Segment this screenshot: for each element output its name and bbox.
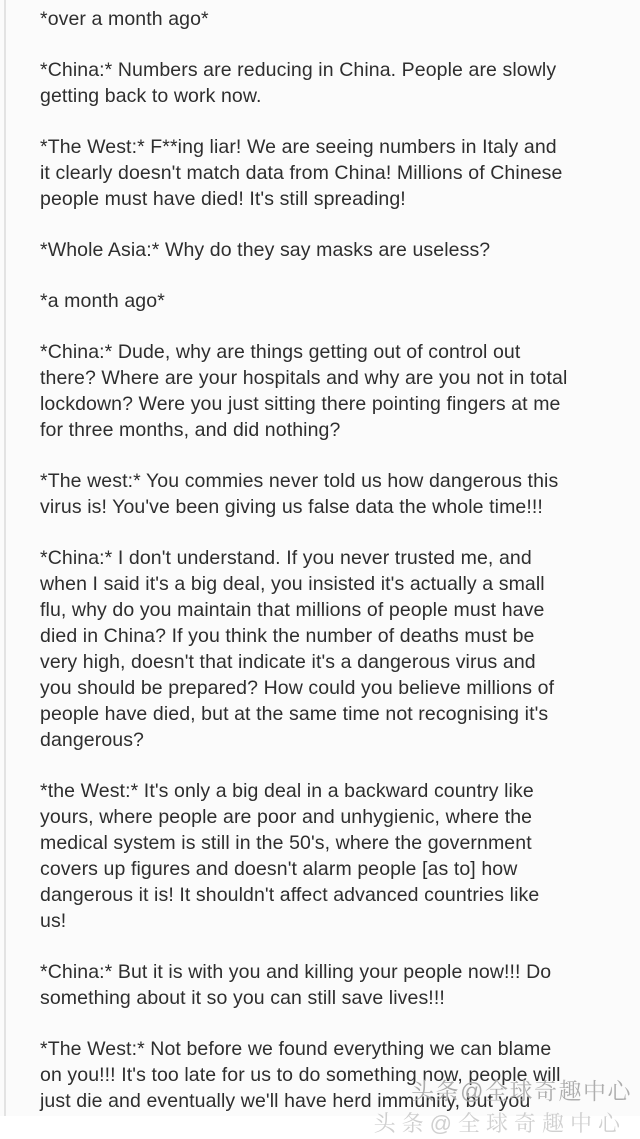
- dialogue-paragraph: [40, 134, 620, 212]
- text-line: *China:* Dude, why are things getting out of control out: [40, 341, 521, 363]
- dialogue-paragraph: [40, 468, 620, 520]
- text-line: you should be prepared? How could you believe millions of: [40, 677, 555, 699]
- dialogue-paragraph: [40, 959, 620, 1011]
- text-line: lockdown? Were you just sitting there pointing fingers at me: [40, 393, 561, 415]
- text-line: getting back to work now.: [40, 85, 262, 107]
- text-line: it clearly doesn't match data from China! Millions of Chinese: [40, 162, 563, 184]
- dialogue-paragraph: [40, 6, 620, 32]
- text-line: covers up figures and doesn't alarm people [as to] how: [40, 858, 518, 880]
- text-line: just die and eventually we'll have herd immunity, but you: [40, 1090, 531, 1112]
- dialogue-paragraph: [40, 237, 620, 263]
- text-line: medical system is still in the 50's, where the government: [40, 832, 532, 854]
- post-text-body: [40, 6, 620, 1139]
- dialogue-paragraph: [40, 339, 620, 443]
- text-line: dangerous it is! It shouldn't affect advanced countries like: [40, 884, 540, 906]
- text-line: very high, doesn't that indicate it's a dangerous virus and: [40, 651, 536, 673]
- dialogue-paragraph: [40, 57, 620, 109]
- text-line: us!: [40, 910, 67, 932]
- text-line: *Whole Asia:* Why do they say masks are useless?: [40, 239, 491, 261]
- text-line: *The West:* Not before we found everything we can blame: [40, 1038, 552, 1060]
- text-line: *the West:* It's only a big deal in a backward country like: [40, 780, 534, 802]
- text-line: *China:* I don't understand. If you never trusted me, and: [40, 547, 532, 569]
- dialogue-paragraph: [40, 545, 620, 753]
- text-line: something about it so you can still save lives!!!: [40, 987, 445, 1009]
- toutiao-watermark-partial: 头条@全球奇趣中心: [373, 1111, 626, 1136]
- left-edge-rule: [4, 0, 6, 1116]
- text-line: yours, where people are poor and unhygienic, where the: [40, 806, 533, 828]
- text-line: *The West:* F**ing liar! We are seeing numbers in Italy and: [40, 136, 557, 158]
- text-line: for three months, and did nothing?: [40, 419, 341, 441]
- text-line: virus is! You've been giving us false data the whole time!!!: [40, 496, 543, 518]
- text-line: when I said it's a big deal, you insisted it's actually a small: [40, 573, 545, 595]
- text-line: *The west:* You commies never told us how dangerous this: [40, 470, 559, 492]
- toutiao-watermark: 头条@全球奇趣中心: [411, 1078, 632, 1104]
- text-line: died in China? If you think the number of deaths must be: [40, 625, 535, 647]
- text-line: dangerous?: [40, 729, 145, 751]
- text-line: *a month ago*: [40, 290, 165, 312]
- text-line: *China:* Numbers are reducing in China. People are slowly: [40, 59, 557, 81]
- text-line: *China:* But it is with you and killing your people now!!! Do: [40, 961, 552, 983]
- text-line: flu, why do you maintain that millions of people must have: [40, 599, 545, 621]
- text-line: *over a month ago*: [40, 8, 209, 30]
- text-line: people must have died! It's still spreading!: [40, 188, 406, 210]
- text-line: on you!!! It's too late for us to do something now, people will: [40, 1064, 561, 1086]
- dialogue-paragraph: [40, 288, 620, 314]
- dialogue-paragraph: [40, 778, 620, 934]
- text-line: there? Where are your hospitals and why are you not in total: [40, 367, 568, 389]
- text-line: people have died, but at the same time not recognising it's: [40, 703, 549, 725]
